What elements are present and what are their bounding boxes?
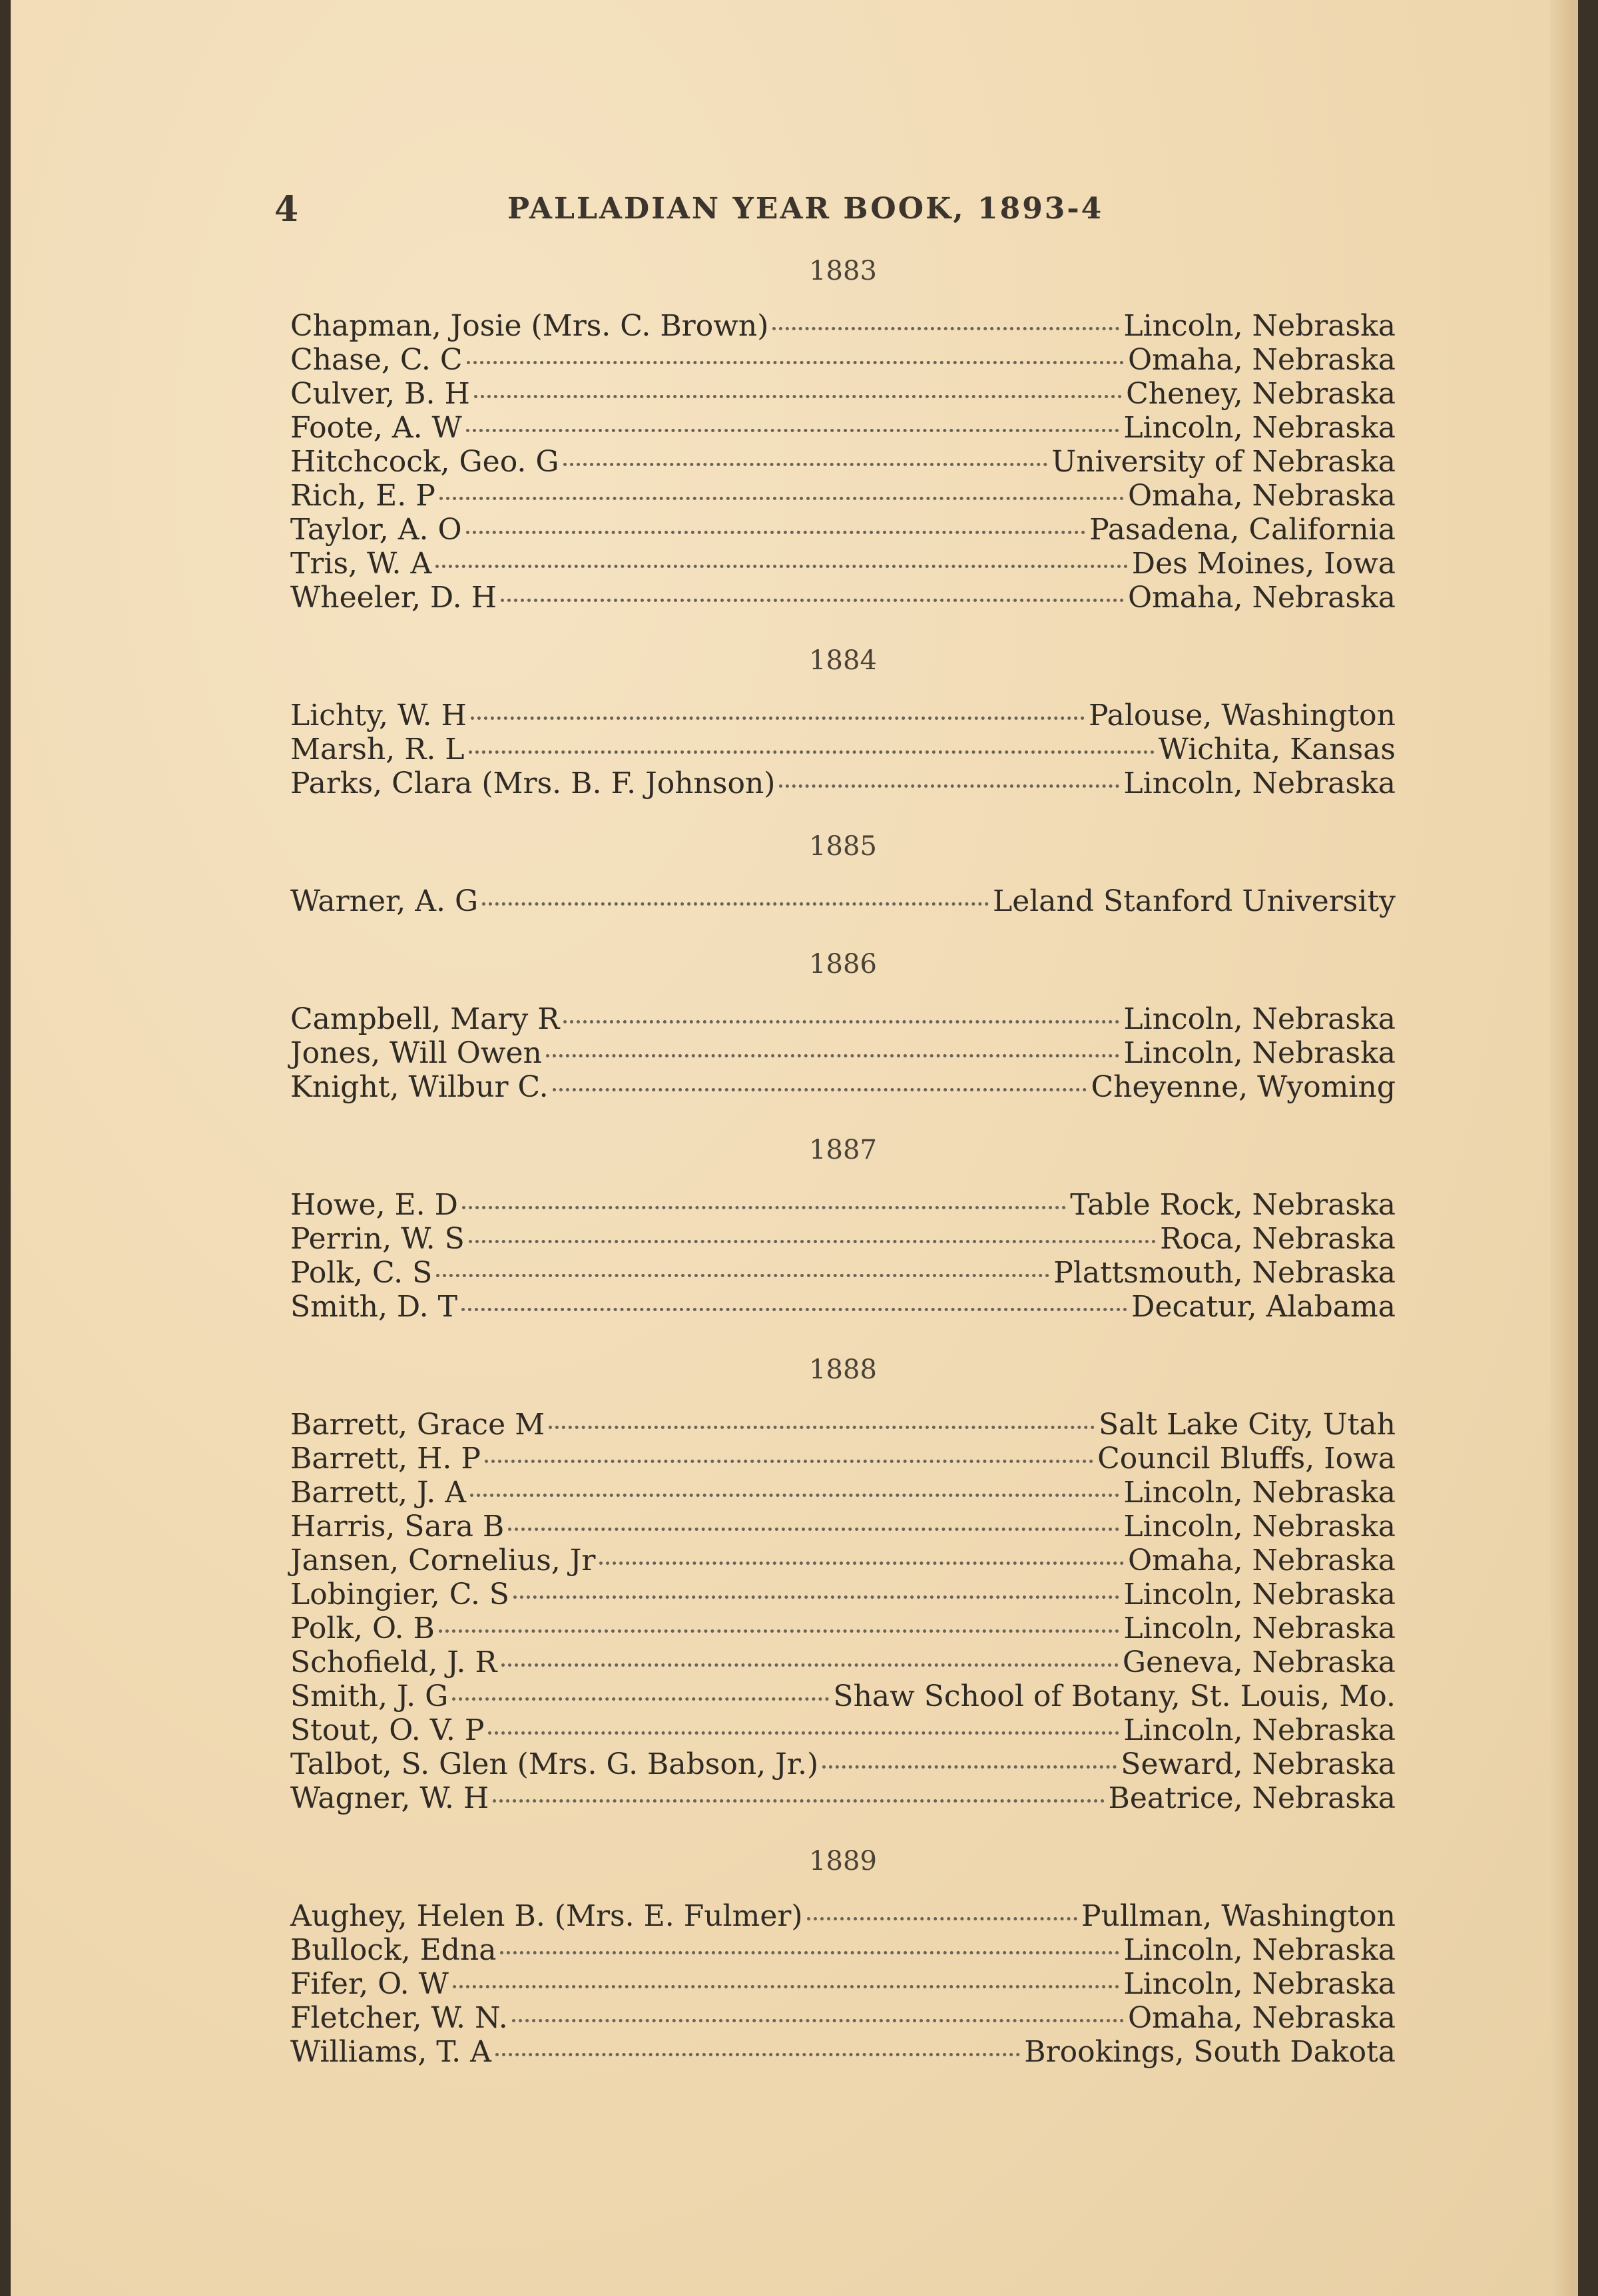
dot-leader <box>822 1765 1117 1769</box>
dot-leader <box>471 717 1085 720</box>
year-heading: 1889 <box>809 1846 877 1876</box>
dot-leader <box>599 1562 1124 1565</box>
list-item <box>290 1510 1396 1544</box>
member-name: Smith, J. G <box>290 1679 449 1713</box>
member-location: Lincoln, Nebraska <box>1123 1002 1396 1036</box>
list-item <box>290 411 1396 445</box>
member-name: Tris, W. A <box>290 547 432 581</box>
member-name: Rich, E. P <box>290 479 435 513</box>
year-group <box>290 253 1396 615</box>
member-name: Barrett, Grace M <box>290 1408 545 1442</box>
year-heading: 1887 <box>809 1135 877 1165</box>
list-item <box>290 1070 1396 1104</box>
member-location: Lincoln, Nebraska <box>1123 1578 1396 1611</box>
member-name: Marsh, R. L <box>290 732 465 766</box>
member-name: Fifer, O. W <box>290 1967 449 2001</box>
member-location: Plattsmouth, Nebraska <box>1053 1256 1396 1290</box>
member-location: Brookings, South Dakota <box>1024 2035 1396 2069</box>
list-item <box>290 1442 1396 1476</box>
dot-leader <box>461 1308 1127 1311</box>
member-name: Wagner, W. H <box>290 1781 489 1815</box>
member-location: University of Nebraska <box>1051 445 1396 479</box>
dot-leader <box>452 1697 829 1701</box>
dot-leader <box>482 902 989 906</box>
member-location: Beatrice, Nebraska <box>1108 1781 1396 1815</box>
list-item <box>290 479 1396 513</box>
member-location: Table Rock, Nebraska <box>1070 1188 1396 1222</box>
member-location: Salt Lake City, Utah <box>1099 1408 1396 1442</box>
list-item <box>290 1476 1396 1510</box>
member-location: Omaha, Nebraska <box>1127 479 1396 513</box>
running-title: PALLADIAN YEAR BOOK, 1893-4 <box>507 192 1104 226</box>
dot-leader <box>772 327 1119 330</box>
member-location: Geneva, Nebraska <box>1122 1645 1396 1679</box>
member-name: Culver, B. H <box>290 377 470 411</box>
dot-leader <box>435 565 1128 568</box>
list-item <box>290 1290 1396 1324</box>
book-page <box>11 0 1578 2296</box>
member-name: Barrett, J. A <box>290 1476 466 1510</box>
member-location: Seward, Nebraska <box>1121 1747 1396 1781</box>
member-location: Cheyenne, Wyoming <box>1091 1070 1396 1104</box>
member-location: Pullman, Washington <box>1081 1899 1396 1933</box>
year-heading: 1884 <box>809 645 877 676</box>
list-item <box>290 1967 1396 2001</box>
member-name: Parks, Clara (Mrs. B. F. Johnson) <box>290 766 776 800</box>
dot-leader <box>466 531 1086 534</box>
dot-leader <box>493 1799 1104 1803</box>
member-location: Des Moines, Iowa <box>1131 547 1396 581</box>
member-name: Bullock, Edna <box>290 1933 497 1967</box>
dot-leader <box>779 784 1119 788</box>
list-item <box>290 766 1396 800</box>
member-name: Howe, E. D <box>290 1188 458 1222</box>
dot-leader <box>508 1528 1119 1531</box>
list-item <box>290 1578 1396 1611</box>
list-item <box>290 309 1396 343</box>
dot-leader <box>553 1088 1087 1091</box>
member-location: Wichita, Kansas <box>1158 732 1396 766</box>
member-name: Chase, C. C <box>290 343 463 377</box>
member-name: Barrett, H. P <box>290 1442 481 1476</box>
member-location: Cheney, Nebraska <box>1126 377 1396 411</box>
member-name: Schofield, J. R <box>290 1645 497 1679</box>
dot-leader <box>462 1206 1066 1209</box>
year-group <box>290 1132 1396 1324</box>
year-group <box>290 1352 1396 1815</box>
member-name: Harris, Sara B <box>290 1510 505 1544</box>
page-edge <box>1550 0 1574 2296</box>
member-location: Lincoln, Nebraska <box>1123 1611 1396 1645</box>
dot-leader <box>563 463 1048 466</box>
member-name: Fletcher, W. N. <box>290 2001 508 2035</box>
page-header <box>274 189 1273 229</box>
member-location: Lincoln, Nebraska <box>1123 1036 1396 1070</box>
member-name: Chapman, Josie (Mrs. C. Brown) <box>290 309 769 343</box>
member-name: Lichty, W. H <box>290 699 467 732</box>
member-name: Campbell, Mary R <box>290 1002 560 1036</box>
dot-leader <box>469 1240 1156 1243</box>
member-location: Roca, Nebraska <box>1160 1222 1396 1256</box>
list-item <box>290 343 1396 377</box>
list-item <box>290 1645 1396 1679</box>
list-item <box>290 1036 1396 1070</box>
member-location: Omaha, Nebraska <box>1127 2001 1396 2035</box>
list-item <box>290 1747 1396 1781</box>
year-heading: 1886 <box>809 949 877 980</box>
member-location: Lincoln, Nebraska <box>1123 1967 1396 2001</box>
member-name: Taylor, A. O <box>290 513 462 547</box>
member-location: Omaha, Nebraska <box>1127 581 1396 615</box>
member-location: Lincoln, Nebraska <box>1123 1476 1396 1510</box>
list-item <box>290 377 1396 411</box>
dot-leader <box>453 1985 1120 1988</box>
dot-leader <box>563 1020 1119 1023</box>
dot-leader <box>474 395 1122 398</box>
member-location: Leland Stanford University <box>992 884 1396 918</box>
dot-leader <box>436 1274 1049 1277</box>
member-name: Perrin, W. S <box>290 1222 465 1256</box>
member-name: Polk, O. B <box>290 1611 435 1645</box>
list-item <box>290 1611 1396 1645</box>
dot-leader <box>807 1917 1077 1920</box>
list-item <box>290 1188 1396 1222</box>
dot-leader <box>495 2053 1020 2056</box>
year-group <box>290 946 1396 1104</box>
dot-leader <box>500 1951 1119 1954</box>
member-name: Wheeler, D. H <box>290 581 497 615</box>
member-location: Lincoln, Nebraska <box>1123 766 1396 800</box>
member-location: Council Bluffs, Iowa <box>1097 1442 1396 1476</box>
dot-leader <box>501 599 1124 602</box>
year-heading: 1885 <box>809 831 877 862</box>
member-location: Lincoln, Nebraska <box>1123 309 1396 343</box>
member-location: Shaw School of Botany, St. Louis, Mo. <box>833 1679 1396 1713</box>
member-location: Lincoln, Nebraska <box>1123 1933 1396 1967</box>
dot-leader <box>469 750 1155 754</box>
member-location: Omaha, Nebraska <box>1127 1544 1396 1578</box>
dot-leader <box>512 2019 1124 2022</box>
member-name: Williams, T. A <box>290 2035 491 2069</box>
page-number: 4 <box>274 189 299 230</box>
list-item <box>290 1256 1396 1290</box>
dot-leader <box>439 1629 1120 1633</box>
member-name: Foote, A. W <box>290 411 462 445</box>
list-item <box>290 1781 1396 1815</box>
dot-leader <box>485 1460 1093 1463</box>
member-location: Omaha, Nebraska <box>1127 343 1396 377</box>
dot-leader <box>501 1663 1119 1667</box>
dot-leader <box>513 1595 1119 1599</box>
list-item <box>290 1544 1396 1578</box>
list-item <box>290 1899 1396 1933</box>
year-heading: 1883 <box>809 256 877 286</box>
alumni-list <box>290 253 1396 2097</box>
member-name: Stout, O. V. P <box>290 1713 485 1747</box>
member-name: Knight, Wilbur C. <box>290 1070 549 1104</box>
dot-leader <box>549 1426 1095 1429</box>
member-location: Palouse, Washington <box>1089 699 1396 732</box>
dot-leader <box>488 1731 1119 1735</box>
member-name: Warner, A. G <box>290 884 479 918</box>
member-location: Lincoln, Nebraska <box>1123 411 1396 445</box>
list-item <box>290 445 1396 479</box>
list-item <box>290 1679 1396 1713</box>
list-item <box>290 884 1396 918</box>
list-item <box>290 1222 1396 1256</box>
member-name: Talbot, S. Glen (Mrs. G. Babson, Jr.) <box>290 1747 819 1781</box>
list-item <box>290 1408 1396 1442</box>
member-name: Smith, D. T <box>290 1290 457 1324</box>
list-item <box>290 1713 1396 1747</box>
dot-leader <box>470 1494 1119 1497</box>
year-group <box>290 1843 1396 2069</box>
list-item <box>290 1933 1396 1967</box>
list-item <box>290 2001 1396 2035</box>
year-group <box>290 828 1396 918</box>
list-item <box>290 699 1396 732</box>
member-name: Polk, C. S <box>290 1256 433 1290</box>
dot-leader <box>439 497 1124 500</box>
list-item <box>290 1002 1396 1036</box>
year-group <box>290 643 1396 800</box>
dot-leader <box>466 429 1120 432</box>
dot-leader <box>546 1054 1120 1057</box>
list-item <box>290 732 1396 766</box>
member-location: Lincoln, Nebraska <box>1123 1713 1396 1747</box>
dot-leader <box>467 361 1124 364</box>
member-name: Jones, Will Owen <box>290 1036 542 1070</box>
list-item <box>290 581 1396 615</box>
list-item <box>290 513 1396 547</box>
member-name: Lobingier, C. S <box>290 1578 509 1611</box>
list-item <box>290 547 1396 581</box>
member-name: Jansen, Cornelius, Jr <box>290 1544 596 1578</box>
member-location: Decatur, Alabama <box>1131 1290 1396 1324</box>
member-name: Aughey, Helen B. (Mrs. E. Fulmer) <box>290 1899 803 1933</box>
member-name: Hitchcock, Geo. G <box>290 445 559 479</box>
member-location: Lincoln, Nebraska <box>1123 1510 1396 1544</box>
member-location: Pasadena, California <box>1089 513 1396 547</box>
list-item <box>290 2035 1396 2069</box>
year-heading: 1888 <box>809 1354 877 1385</box>
